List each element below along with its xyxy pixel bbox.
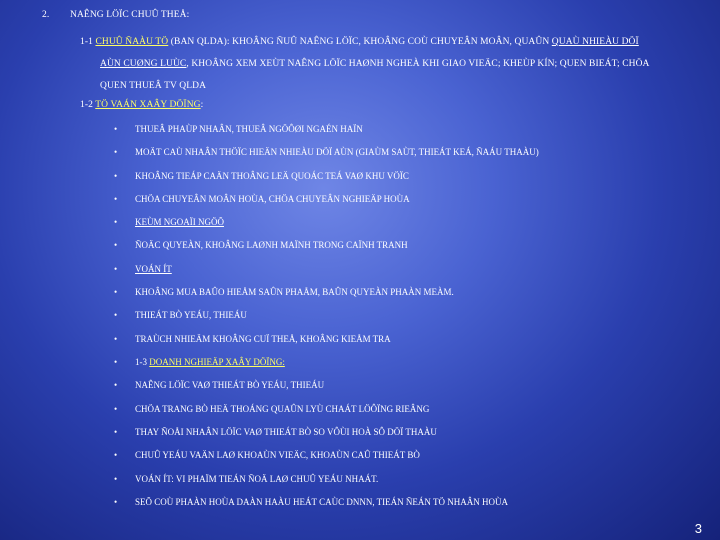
list-item: CHÖA CHUYEÂN MOÂN HOÙA, CHÖA CHUYEÂN NGHIEÄP HOÙA bbox=[135, 194, 410, 204]
section-1-1-label: CHUÛ ÑAÀU TÖ bbox=[95, 37, 169, 47]
bullet: • bbox=[114, 264, 118, 274]
section-1-2-heading bbox=[80, 100, 203, 110]
bullet: • bbox=[114, 380, 118, 390]
section-1-2-label: TÖ VAÁN XAÂY DÖÏNG bbox=[95, 100, 201, 110]
heading-number: 2. bbox=[42, 10, 50, 20]
bullet: • bbox=[114, 240, 118, 250]
section-1-2-number: 1-2 bbox=[80, 100, 93, 110]
list-item: CHUÛ YEÁU VAÄN LAØ KHOAÙN VIEÄC, KHOAÙN CAÛ THIEÁT BÒ bbox=[135, 450, 420, 460]
bullet: • bbox=[114, 450, 118, 460]
list-item: MOÄT CAÙ NHAÂN THÖÏC HIEÄN NHIEÀU DÖÏ AÙN (GIAÙM SAÙT, THIEÁT KEÁ, ÑAÁU THAÀU) bbox=[135, 147, 539, 157]
list-item: ÑOÄC QUYEÀN, KHOÂNG LAØNH MAÏNH TRONG CAÏNH TRANH bbox=[135, 240, 408, 250]
list-item: KEÙM NGOAÏI NGÖÕ bbox=[135, 217, 224, 227]
section-1-1-line1-rest: (BAN QLDA): KHOÂNG ÑUÛ NAÊNG LÖÏC, KHOÂNG COÙ CHUYEÂN MOÂN, QUAÛN bbox=[170, 37, 550, 47]
bullet: • bbox=[114, 427, 118, 437]
list-item: KHOÂNG TIEÁP CAÄN THOÂNG LEÄ QUOÁC TEÁ VAØ KHU VÖÏC bbox=[135, 171, 409, 181]
list-item: NAÊNG LÖÏC VAØ THIEÁT BÒ YEÁU, THIEÁU bbox=[135, 380, 325, 390]
bullet: • bbox=[114, 310, 118, 320]
list-item: TRAÙCH NHIEÄM KHOÂNG CUÏ THEÅ, KHOÂNG KIEÅM TRA bbox=[135, 334, 391, 344]
section-1-1-line3: QUEN THUEÂ TV QLDA bbox=[100, 81, 207, 91]
section-1-1-number: 1-1 bbox=[80, 37, 93, 47]
list-item: CHÖA TRANG BÒ HEÄ THOÁNG QUAÛN LYÙ CHAÁT LÖÔÏNG RIEÂNG bbox=[135, 404, 430, 414]
section-1-1-line2 bbox=[100, 59, 650, 69]
list-item: THAY ÑOÅI NHAÂN LÖÏC VAØ THIEÁT BÒ SO VÔÙI HOÀ SÔ DÖÏ THAÀU bbox=[135, 427, 437, 437]
bullet: • bbox=[114, 287, 118, 297]
bullet: • bbox=[114, 147, 118, 157]
section-1-3-heading bbox=[135, 357, 285, 367]
section-1-1-line1-underlined: QUAÙ NHIEÀU DÖÏ bbox=[551, 37, 639, 47]
section-1-1-line1 bbox=[80, 37, 639, 47]
list-item: THIEÁT BÒ YEÁU, THIEÁU bbox=[135, 310, 247, 320]
section-1-1-line2-rest: , KHOÂNG XEM XEÙT NAÊNG LÖÏC HAØNH NGHEÀ KHI GIAO VIEÄC; KHEÙP KÍN; QUEN BIEÁT; CHÖA bbox=[186, 59, 650, 69]
page-number: 3 bbox=[694, 521, 702, 536]
bullet: • bbox=[114, 194, 118, 204]
heading-title: NAÊNG LÖÏC CHUÛ THEÅ: bbox=[70, 10, 190, 20]
bullet: • bbox=[114, 124, 118, 134]
section-1-1-line2-underlined: AÙN CUØNG LUÙC bbox=[100, 59, 187, 69]
list-item: SEÕ COÙ PHAÀN HOÙA DAÀN HAÀU HEÁT CAÙC DNNN, TIEÁN ÑEÁN TÖ NHAÂN HOÙA bbox=[135, 497, 508, 507]
list-item: VOÁN ÍT: VI PHAÏM TIEÁN ÑOÄ LAØ CHUÛ YEÁU NHAÁT. bbox=[135, 474, 379, 484]
bullet: • bbox=[114, 474, 118, 484]
section-1-3-number: 1-3 bbox=[135, 357, 147, 367]
bullet: • bbox=[114, 497, 118, 507]
bullet: • bbox=[114, 171, 118, 181]
bullet: • bbox=[114, 334, 118, 344]
bullet: • bbox=[114, 357, 118, 367]
bullet: • bbox=[114, 404, 118, 414]
bullet: • bbox=[114, 217, 118, 227]
section-1-3-label: DOANH NGHIEÄP XAÂY DÖÏNG: bbox=[149, 357, 285, 367]
list-item: KHOÂNG MUA BAÛO HIEÅM SAÛN PHAÅM, BAÛN QUYEÀN PHAÀN MEÀM. bbox=[135, 287, 454, 297]
list-item: THUEÂ PHAÙP NHAÂN, THUEÂ NGÖÔØI NGAÉN HAÏN bbox=[135, 124, 363, 134]
section-1-2-colon: : bbox=[200, 100, 204, 110]
list-item: VOÁN ÍT bbox=[135, 264, 172, 274]
